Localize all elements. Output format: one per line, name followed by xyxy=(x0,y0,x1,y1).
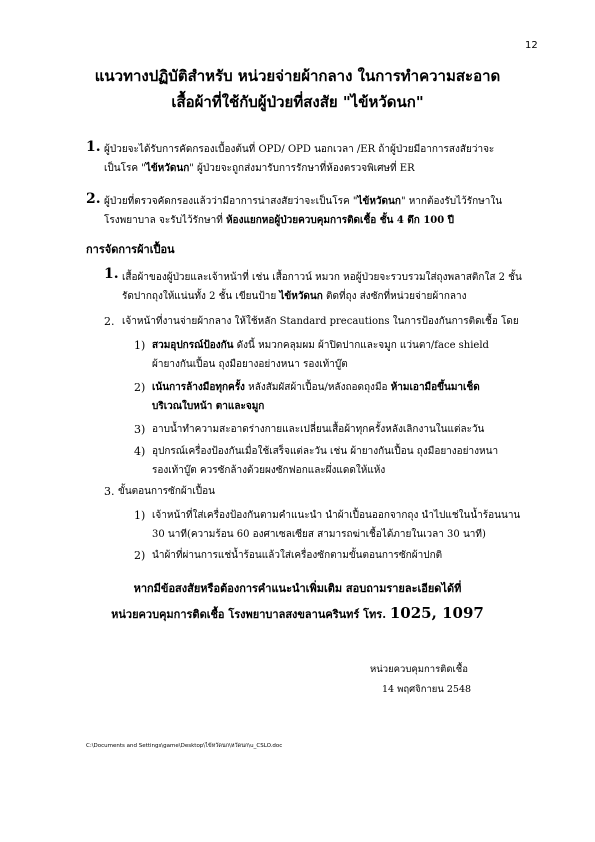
shower-sub-item: อาบน้ำทำความสะอาดร่างกายและเปลี่ยนเสื้อผ้าทุกครั้งหลังเลิกงานในแต่ละวัน xyxy=(152,424,485,435)
soak-sub-item: เจ้าหน้าที่ใส่เครื่องป้องกันตามคำแนะนำ นำผ้าเปื้อนออกจากถุง นำไปแช่ในน้ำร้อนนาน 30 นาที(ความร้อน 60 องศาเซลเซียส สามารถฆ่าเชื้อได้ภายในเวลา 30 นาที) xyxy=(152,510,521,540)
laundry-item-1-number: 1. xyxy=(104,266,119,282)
shower-sub-number: 3) xyxy=(134,423,146,436)
isolation-ward: ห้องแยกหอผู้ป่วยควบคุมการติดเชื้อ ชั้น 4 ตึก 100 ปี xyxy=(225,215,455,226)
ppe-sub-item: สวมอุปกรณ์ป้องกัน ดังนี้ หมวกคลุมผม ผ้าปิดปากและจมูก แว่นตา/face shield ผ้ายางกันเปื้อน ถุงมือยางอย่างหนา รองเท้าบู๊ต xyxy=(152,340,489,370)
laundry-item-3-number: 3. xyxy=(104,485,115,498)
signature-unit: หน่วยควบคุมการติดเชื้อ xyxy=(370,664,468,675)
handwash-sub-number: 2) xyxy=(134,381,146,394)
laundry-item-2-number: 2. xyxy=(104,315,115,328)
signature-date: 14 พฤศจิกายน 2548 xyxy=(382,684,472,695)
ppe-label: สวมอุปกรณ์ป้องกัน xyxy=(152,340,234,351)
wash-sub-number: 2) xyxy=(134,549,146,562)
handwash-label: เน้นการล้างมือทุกครั้ง xyxy=(152,382,245,393)
laundry-heading: การจัดการผ้าเปื้อน xyxy=(86,243,175,256)
laundry-item-3-text: ขั้นตอนการซักผ้าเปื้อน xyxy=(118,486,215,497)
section-2-line-2: โรงพยาบาล จะรับไว้รักษาที่ ห้องแยกหอผู้ป่วยควบคุมการติดเชื้อ ชั้น 4 ตึก 100 ปี xyxy=(104,215,455,226)
bird-flu-term: ไข้หวัดนก xyxy=(357,196,401,207)
equipment-sub-number: 4) xyxy=(134,445,146,458)
laundry-item-2-text: เจ้าหน้าที่งานจ่ายผ้ากลาง ให้ใช้หลัก Standard precautions ในการป้องกันการติดเชื้อ โดย xyxy=(122,316,519,327)
page-number: 12 xyxy=(525,40,538,51)
no-face-touch-warning: ห้ามเอามือขึ้นมาเช็ด xyxy=(390,382,480,393)
section-2-text xyxy=(104,192,564,230)
ppe-sub-number: 1) xyxy=(134,339,146,352)
equipment-sub-item: อุปกรณ์เครื่องป้องกันเมื่อใช้เสร็จแต่ละวัน เช่น ผ้ายางกันเปื้อน ถุงมือยางอย่างหนา รองเท้าบู๊ต ควรซักล้างด้วยผงซักฟอกและผึ่งแดดให้แห้ง xyxy=(152,446,499,476)
section-1-line-2: เป็นโรค "ไข้หวัดนก" ผู้ป่วยจะถูกส่งมารับการรักษาที่ห้องตรวจพิเศษที่ ER xyxy=(104,163,415,174)
wash-sub-item: นำผ้าที่ผ่านการแช่น้ำร้อนแล้วใส่เครื่องซักตามขั้นตอนการซักผ้าปกติ xyxy=(152,550,443,561)
file-path-footer: C:\Documents and Settings\game\Desktop\ไข้หวัดนก\หวัดนก\u_CSLO.doc xyxy=(86,743,283,749)
laundry-item-1-line-1: เสื้อผ้าของผู้ป่วยและเจ้าหน้าที่ เช่น เสื้อกาวน์ หมวก หอผู้ป่วยจะรวบรวมใส่ถุงพลาสติกใส 2 ชั้น xyxy=(122,272,522,283)
contact-line-1: หากมีข้อสงสัยหรือต้องการคำแนะนำเพิ่มเติม สอบถามรายละเอียดได้ที่ xyxy=(133,582,462,595)
soak-sub-number: 1) xyxy=(134,509,146,522)
section-1-text xyxy=(104,140,564,178)
bird-flu-term: ไข้หวัดนก xyxy=(145,163,190,174)
laundry-item-1-line-2: รัดปากถุงให้แน่นทั้ง 2 ชั้น เขียนป้าย ไข้หวัดนก ติดที่ถุง ส่งซักที่หน่วยจ่ายผ้ากลาง xyxy=(122,291,467,302)
section-1-number: 1. xyxy=(86,139,101,155)
section-2-line-1: ผู้ป่วยที่ตรวจคัดกรองแล้วว่ามีอาการน่าสงสัยว่าจะเป็นโรค "ไข้หวัดนก" หากต้องรับไว้รักษาใน xyxy=(104,196,503,207)
bird-flu-label: ไข้หวัดนก xyxy=(279,291,323,302)
section-1-line-1: ผู้ป่วยจะได้รับการคัดกรองเบื้องต้นที่ OPD/ OPD นอกเวลา /ER ถ้าผู้ป่วยมีอาการสงสัยว่าจะ xyxy=(104,144,495,155)
handwash-sub-item: เน้นการล้างมือทุกครั้ง หลังสัมผัสผ้าเปื้อน/หลังถอดถุงมือ ห้ามเอามือขึ้นมาเช็ด บริเวณใบหน้า ตาและจมูก xyxy=(152,382,480,412)
contact-line-2: หน่วยควบคุมการติดเชื้อ โรงพยาบาลสงขลานครินทร์ โทร. 1025, 1097 xyxy=(111,604,484,622)
phone-extensions: 1025, 1097 xyxy=(389,604,484,622)
laundry-item-1 xyxy=(122,268,567,306)
document-title-line-1: แนวทางปฏิบัติสำหรับ หน่วยจ่ายผ้ากลาง ในการทำความสะอาด xyxy=(94,67,501,85)
document-title-line-2: เสื้อผ้าที่ใช้กับผู้ป่วยที่สงสัย "ไข้หวัดนก" xyxy=(171,93,424,111)
section-2-number: 2. xyxy=(86,191,101,207)
